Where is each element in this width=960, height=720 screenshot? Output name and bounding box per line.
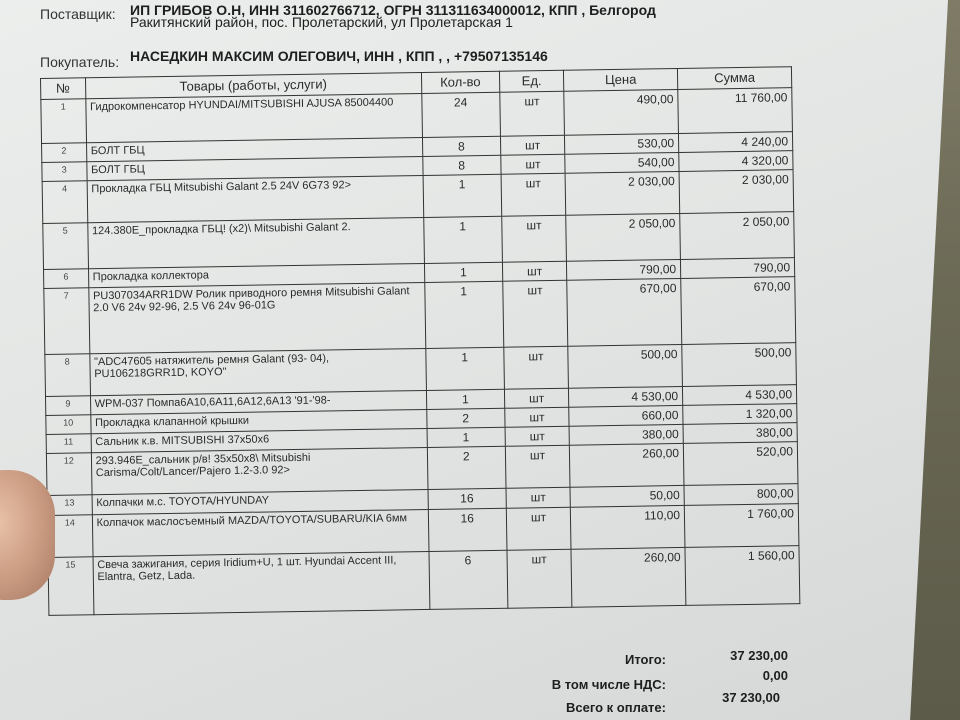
row-number: 2 (42, 143, 87, 163)
item-unit: шт (506, 487, 571, 508)
item-qty: 8 (422, 136, 501, 156)
item-price: 380,00 (569, 424, 683, 445)
row-number: 6 (44, 269, 89, 289)
item-qty: 1 (423, 216, 502, 263)
row-number: 14 (47, 515, 92, 558)
item-unit: шт (502, 261, 567, 281)
item-price: 260,00 (570, 443, 684, 487)
due-label: Всего к оплате: (566, 700, 666, 715)
goods-table (40, 66, 800, 616)
item-name: Колпачок маслосъемный MAZDA/TOYOTA/SUBARU/KIA 6мм (92, 509, 429, 556)
item-name: Сальник к.в. MITSUBISHI 37x50x6 (91, 428, 427, 452)
total-value: 37 230,00 (730, 648, 788, 663)
item-name: Прокладка клапанной крышки (90, 409, 426, 433)
row-number: 12 (46, 453, 91, 496)
item-sum: 380,00 (683, 423, 797, 444)
supplier-label: Поставщик: (40, 6, 116, 22)
item-unit: шт (506, 507, 571, 550)
row-number: 4 (42, 181, 87, 224)
item-unit: шт (505, 407, 570, 427)
item-sum: 520,00 (683, 442, 798, 486)
table-row (48, 546, 800, 616)
item-price: 110,00 (571, 505, 685, 549)
table-row (44, 277, 796, 355)
item-price: 660,00 (569, 405, 683, 426)
supplier-address: Ракитянский район, пос. Пролетарский, ул Пролетарская 1 (130, 14, 513, 30)
item-qty: 6 (429, 550, 508, 609)
row-number: 5 (43, 223, 88, 270)
item-qty: 16 (428, 488, 507, 509)
col-header-unit: Ед. (499, 70, 564, 92)
due-value: 37 230,00 (722, 690, 780, 705)
item-unit: шт (507, 549, 572, 608)
item-price: 490,00 (564, 89, 678, 135)
item-qty: 8 (422, 155, 501, 175)
item-price: 260,00 (571, 547, 686, 607)
item-unit: шт (501, 173, 566, 216)
item-sum: 1 320,00 (683, 404, 797, 425)
col-header-qty: Кол-во (421, 71, 500, 93)
item-sum: 2 050,00 (680, 212, 795, 260)
row-number: 3 (42, 162, 87, 182)
item-name: БОЛТ ГБЦ (86, 157, 422, 181)
item-qty: 24 (421, 92, 500, 137)
item-sum: 1 560,00 (685, 546, 800, 606)
vat-value: 0,00 (762, 668, 788, 683)
item-unit: шт (505, 426, 570, 446)
item-price: 670,00 (567, 278, 682, 346)
col-header-name: Товары (работы, услуги) (85, 73, 421, 99)
row-number: 8 (45, 354, 90, 397)
item-price: 530,00 (565, 133, 679, 154)
item-unit: шт (502, 215, 567, 262)
item-unit: шт (500, 91, 565, 136)
row-number: 11 (46, 434, 91, 454)
item-name: 124.380E_прокладка ГБЦ! (x2)\ Mitsubishi Galant 2. (87, 217, 424, 268)
item-name: Прокладка коллектора (88, 263, 424, 287)
vat-label: В том числе НДС: (551, 677, 666, 692)
item-name: Колпачки м.с. TOYOTA/HYUNDAY (92, 489, 428, 514)
item-sum: 11 760,00 (678, 88, 793, 134)
item-name: БОЛТ ГБЦ (86, 138, 422, 162)
item-unit: шт (501, 154, 566, 174)
total-label: Итого: (625, 652, 666, 667)
item-name: PU307034ARR1DW Ролик приводного ремня Mitsubishi Galant 2.0 V6 24v 92-96, 2.5 V6 24v 96-01G (88, 282, 425, 353)
thumb (0, 470, 55, 600)
item-qty: 2 (427, 446, 506, 489)
buyer-label: Покупатель: (40, 54, 120, 70)
item-sum: 4 240,00 (679, 132, 793, 153)
item-name: "ADC47605 натяжитель ремня Galant (93- 04), PU106218GRR1D, KOYO" (89, 348, 426, 395)
buyer-details: НАСЕДКИН МАКСИМ ОЛЕГОВИЧ, ИНН , КПП , , +79507135146 (130, 48, 548, 64)
item-qty: 1 (424, 281, 503, 348)
row-number: 1 (41, 99, 86, 144)
item-price: 2 050,00 (566, 213, 681, 261)
supplier-details: ИП ГРИБОВ О.Н, ИНН 311602766712, ОГРН 311311634000012, КПП , Белгород (130, 2, 656, 18)
col-header-no: № (41, 78, 86, 100)
item-qty: 2 (426, 408, 505, 428)
item-name: Свеча зажигания, серия Iridium+U, 1 шт. Hyundai Accent III, Elantra, Getz, Lada. (93, 551, 430, 614)
item-unit: шт (505, 445, 570, 488)
item-unit: шт (500, 135, 565, 155)
item-price: 500,00 (568, 344, 682, 388)
item-qty: 1 (426, 389, 505, 409)
item-sum: 4 320,00 (679, 151, 793, 172)
item-price: 50,00 (570, 485, 684, 507)
item-qty: 1 (425, 347, 504, 390)
row-number: 15 (48, 557, 94, 616)
item-sum: 670,00 (681, 277, 796, 345)
col-header-sum: Сумма (677, 67, 791, 90)
item-name: Гидрокомпенсатор HYUNDAI/MITSUBISHI AJUSA 85004400 (85, 94, 422, 143)
item-price: 4 530,00 (569, 386, 683, 407)
row-number: 9 (46, 396, 91, 416)
item-sum: 500,00 (682, 343, 797, 387)
item-unit: шт (504, 346, 569, 389)
item-name: 293.946E_сальник р/в! 35x50x8\ Mitsubishi Carisma/Colt/Lancer/Pajero 1.2-3.0 92> (91, 447, 428, 494)
col-header-price: Цена (564, 68, 678, 91)
item-price: 540,00 (565, 152, 679, 173)
item-unit: шт (503, 280, 568, 347)
row-number: 7 (44, 288, 90, 355)
item-sum: 2 030,00 (679, 170, 794, 214)
item-name: Прокладка ГБЦ Mitsubishi Galant 2.5 24V 6G73 92> (87, 176, 424, 223)
item-sum: 800,00 (684, 484, 798, 506)
item-sum: 4 530,00 (682, 385, 796, 406)
item-price: 2 030,00 (565, 171, 679, 215)
item-qty: 16 (428, 508, 507, 551)
item-qty: 1 (427, 427, 506, 447)
item-sum: 1 760,00 (684, 504, 799, 548)
row-number: 13 (47, 495, 92, 516)
item-sum: 790,00 (680, 258, 794, 279)
item-qty: 1 (424, 262, 503, 282)
item-price: 790,00 (567, 259, 681, 280)
row-number: 10 (46, 415, 91, 435)
item-name: WPM-037 Помпа6А10,6А11,6А12,6А13 '91-'98- (90, 390, 426, 414)
item-unit: шт (504, 388, 569, 408)
item-qty: 1 (423, 174, 502, 217)
